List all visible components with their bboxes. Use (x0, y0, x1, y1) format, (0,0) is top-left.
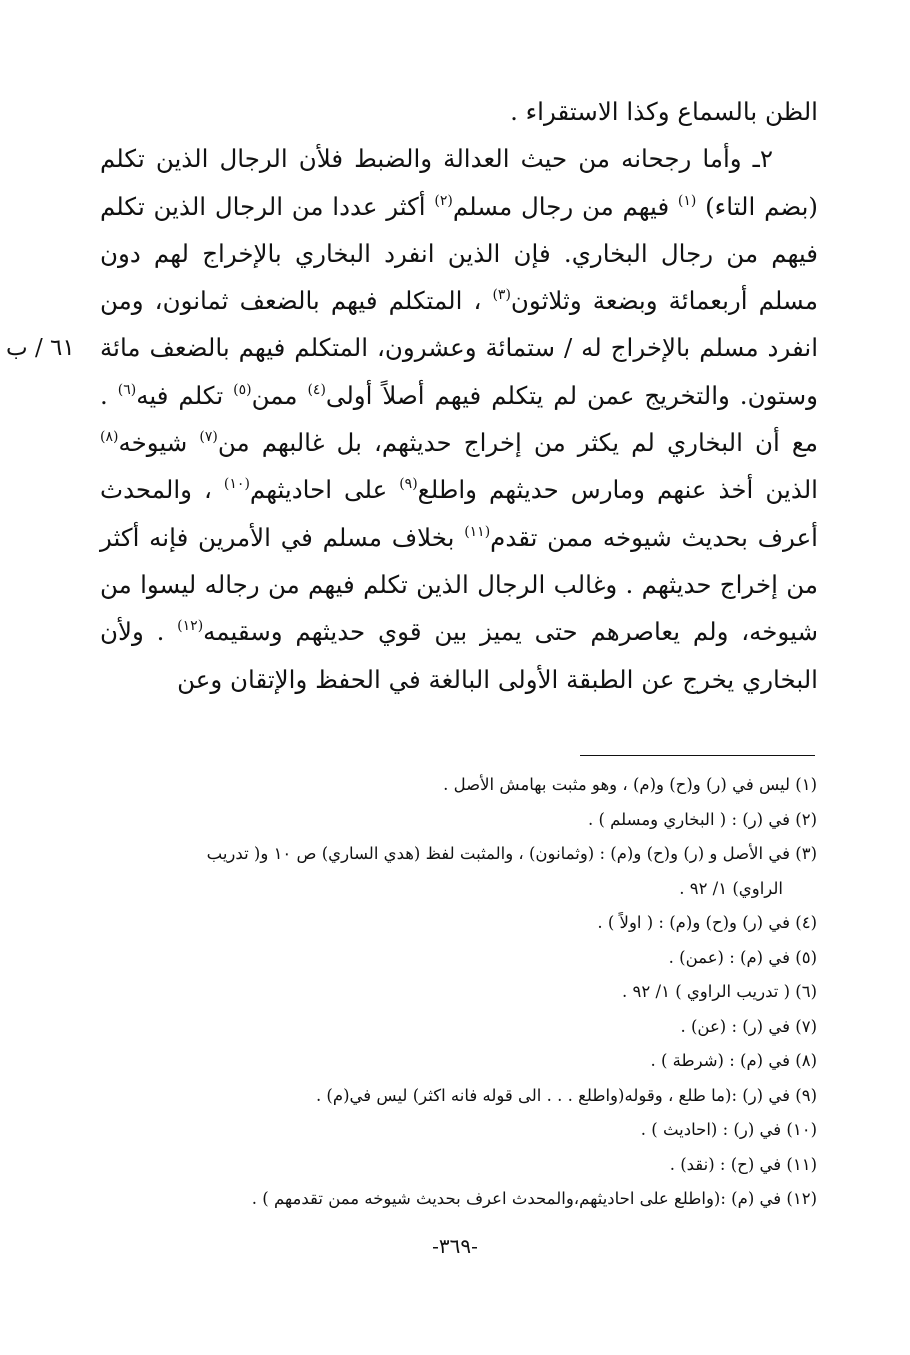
body-text: . مع أن البخاري لم يكثر من إخراج حديثهم، بل غالبهم من (100, 380, 818, 458)
paragraph-2 (100, 135, 818, 703)
footnote: (٩) في (ر) :(ما طلع ، وقوله(واطلع . . . الى قوله فانه اكثر) ليس في(م) . (315, 1085, 817, 1105)
footnote-ref: (١٢) (177, 618, 204, 635)
footnote-ref: (٥) (233, 381, 252, 398)
first-line: الظن بالسماع وكذا الاستقراء . (510, 97, 818, 126)
body-text: أكثر عددا من الرجال الذين تكلم فيهم من رجال البخاري. فإن الذين انفرد البخاري بالإخراج لهم دون مسلم أربعمائة وبضعة وثلاثون (100, 191, 818, 316)
footnote: (٥) في (م) : (عمن) . (668, 947, 817, 967)
body-text: فيهم من رجال مسلم (452, 191, 678, 221)
footnote: (٧) في (ر) : (عن) . (680, 1016, 817, 1036)
footnote-ref: (٩) (399, 476, 418, 493)
footnote: (٢) في (ر) : ( البخاري ومسلم ) . (588, 809, 817, 829)
footnote-ref: (٣) (492, 287, 511, 304)
body-text: ممن (251, 380, 308, 410)
footnote-ref: (١٠) (223, 476, 250, 493)
footnote-ref: (٧) (199, 429, 218, 446)
footnote: (١٠) في (ر) : (احاديث ) . (640, 1120, 817, 1139)
footnote: (١) ليس في (ر) و(ح) و(م) ، وهو مثبت بهامش الأصل . (443, 775, 817, 794)
footnote: (٦) ( تدريب الراوي ) ١/ ٩٢ . (622, 982, 817, 1001)
footnotes (92, 768, 817, 1217)
footnote: (٨) في (م) : (شرطة ) . (650, 1051, 817, 1070)
footnote-continuation: الراوي) ١/ ٩٢ . (679, 878, 783, 898)
margin-folio-note: ٦١ / ب (6, 335, 75, 361)
footnote-separator (580, 755, 815, 756)
body-text: . ولأن البخاري يخرج عن الطبقة الأولى البالغة في الحفظ والإتقان وعن (100, 617, 818, 694)
footnote: (١١) في (ح) : (نقد) . (669, 1154, 817, 1174)
body-text: الذين أخذ عنهم ومارس حديثهم واطلع (417, 475, 818, 505)
footnote-ref: (٤) (307, 381, 326, 398)
footnote: (١٢) في (م) :(واطلع على احاديثهم،والمحدث اعرف بحديث شيوخه ممن تقدمهم ) . (251, 1189, 817, 1208)
body-text: بخلاف مسلم في الأمرين فإنه أكثر من إخراج حديثهم . وغالب الرجال الذين تكلم فيهم من رجاله ليسوا من شيوخه، ولم يعاصرهم حتى يميز بين قوي حديثهم وسقيمه (100, 522, 818, 647)
footnote-ref: (١١) (464, 523, 491, 540)
footnote-ref: (٢) (434, 192, 453, 209)
footnote-ref: (١) (677, 192, 697, 209)
footnote-ref: (٨) (100, 429, 119, 446)
main-text (100, 88, 818, 703)
page-number: -٣٦٩- (432, 1234, 478, 1258)
body-text: على احاديثهم (249, 475, 400, 505)
footnote: (٣) في الأصل و (ر) و(ح) و(م) : (وثمانون) ، والمثبت لفظ (هدي الساري) ص ١٠ و( تدريب (206, 844, 817, 863)
body-text: ٢ـ وأما رجحانه من حيث العدالة والضبط فلأن الرجال الذين تكلم (بضم التاء) (100, 144, 818, 221)
body-text: شيوخه (118, 428, 200, 458)
body-text: ، المتكلم فيهم بالضعف ثمانون، ومن انفرد مسلم بالإخراج له / ستمائة وعشرون، المتكلم فيهم بالضعف مائة وستون. والتخريج عمن لم يتكلم فيهم أصلاً أولى (100, 286, 818, 410)
body-text: تكلم فيه (136, 380, 234, 410)
body-text: ، والمحدث أعرف بحديث شيوخه ممن تقدم (100, 475, 818, 552)
footnote: (٤) في (ر) و(ح) و(م) : ( اولاً ) . (597, 913, 817, 932)
footnote-ref: (٦) (117, 381, 137, 398)
